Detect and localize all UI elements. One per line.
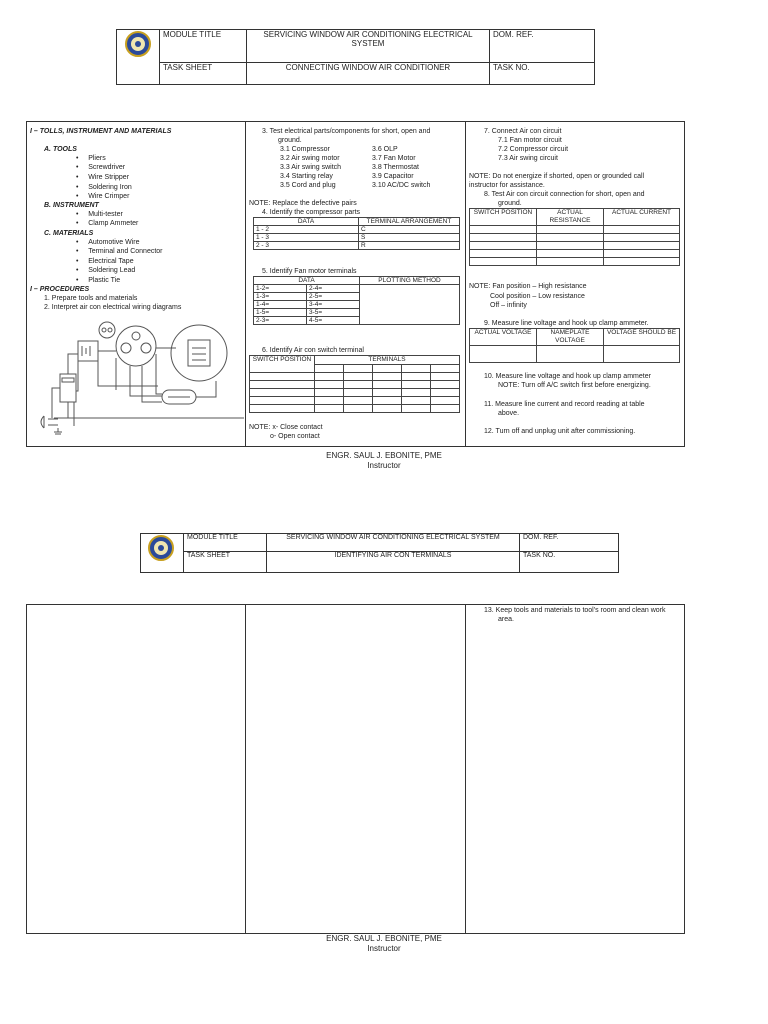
section-procedures-heading: I – PROCEDURES [30,286,90,293]
dom-ref-label: DOM. REF. [490,30,595,63]
table-header: ACTUAL CURRENT [604,209,680,226]
step-6-text: 6. Identify Air con switch terminal [262,347,364,354]
table-cell: 2-3= [254,317,307,325]
logo-cell [117,30,160,85]
signature-block-1 [270,451,498,471]
note-energize-cont: instructor for assistance. [469,182,545,189]
step-5-text: 5. Identify Fan motor terminals [262,268,357,275]
step-10-note: NOTE: Turn off A/C switch first before energizing. [498,382,651,389]
table-cell: 2-5= [307,293,360,301]
materials-label: C. MATERIALS [44,230,94,237]
procedure-item: 2. Interpret air con electrical wiring diagrams [44,304,182,311]
table-cell: 1 - 3 [254,234,359,242]
table-header: DATA [254,218,359,226]
task-sheet-value: IDENTIFYING AIR CON TERMINALS [267,552,520,573]
part-item: 3.10 AC/DC switch [372,182,431,189]
step-11-text-cont: above. [498,410,520,417]
table-cell: 1-3= [254,293,307,301]
table-cell: 1-2= [254,285,307,293]
note-replace: NOTE: Replace the defective pairs [249,200,357,207]
part-item: 3.6 OLP [372,146,398,153]
dom-ref-label: DOM. REF. [520,534,619,552]
task-sheet-value: CONNECTING WINDOW AIR CONDITIONER [247,63,490,85]
table-header: ACTUAL RESISTANCE [537,209,604,226]
table-header: NAMEPLATE VOLTAGE [537,329,604,346]
step-7-text: 7. Connect Air con circuit [484,128,562,135]
step-13-text-cont: area. [498,616,514,623]
step-3-text-cont: ground. [278,137,302,144]
table-header: SWITCH POSITION [250,356,315,373]
module-title-label: MODULE TITLE [184,534,267,552]
header-table-2 [140,533,619,573]
task-no-label: TASK NO. [520,552,619,573]
table-header: PLOTTING METHOD [360,277,460,285]
module-title-value: SERVICING WINDOW AIR CONDITIONING ELECTRICAL SYSTEM [247,30,490,63]
step-11-text: 11. Measure line current and record reading at table [484,401,645,408]
page2-column-3 [465,604,685,934]
logo-cell [141,534,184,573]
tools-label: A. TOOLS [44,146,77,153]
step-9-text: 9. Measure line voltage and hook up clamp ammeter. [484,320,649,327]
step-4-text: 4. Identify the compressor parts [262,209,361,216]
instrument-label: B. INSTRUMENT [44,202,99,209]
table-header: SWITCH POSITION [470,209,537,226]
step-10-text: 10. Measure line voltage and hook up clamp ammeter [484,373,651,380]
material-item: • Soldering Lead [76,267,136,274]
table-cell: 1-5= [254,309,307,317]
module-title-value: SERVICING WINDOW AIR CONDITIONING ELECTRICAL SYSTEM [267,534,520,552]
task-no-label: TASK NO. [490,63,595,85]
note-close-contact: NOTE: x- Close contact [249,424,323,431]
signature-block-2 [270,934,498,954]
table-cell: 2 - 3 [254,242,359,250]
compressor-table [253,217,460,250]
tool-item: • Screwdriver [76,164,126,171]
tool-item: • Soldering Iron [76,184,132,191]
material-item: • Electrical Tape [76,258,134,265]
part-item: 3.8 Thermostat [372,164,419,171]
part-item: 3.4 Starting relay [280,173,333,180]
table-header: TERMINAL ARRANGEMENT [359,218,460,226]
section-tools-heading: I – TOLLS, INSTRUMENT AND MATERIALS [30,128,172,135]
material-item: • Plastic Tie [76,277,121,284]
task-sheet-label: TASK SHEET [184,552,267,573]
table-header: TERMINALS [315,356,460,365]
note-energize: NOTE: Do not energize if shorted, open or grounded call [469,173,645,180]
instrument-item: • Multi-tester [76,211,123,218]
procedure-item: 1. Prepare tools and materials [44,295,138,302]
module-title-label: MODULE TITLE [160,30,247,63]
circuit-item: 7.3 Air swing circuit [498,155,558,162]
table-cell: S [359,234,460,242]
tool-item: • Wire Stripper [76,174,130,181]
resistance-current-table [469,208,680,266]
part-item: 3.9 Capacitor [372,173,414,180]
instructor-role: Instructor [367,461,401,470]
task-sheet-label: TASK SHEET [160,63,247,85]
note-fan-position: NOTE: Fan position – High resistance [469,283,587,290]
step-12-text: 12. Turn off and unplug unit after commissioning. [484,428,636,435]
note-off-position: Off – infinity [490,302,527,309]
step-13-text: 13. Keep tools and materials to tool's room and clean work [484,607,666,614]
tool-item: • Pliers [76,155,106,162]
tool-item: • Wire Crimper [76,193,130,200]
instructor-role: Instructor [367,944,401,953]
note-open-contact: o- Open contact [270,433,320,440]
step-3-text: 3. Test electrical parts/components for short, open and [262,128,431,135]
wiring-diagram-image [34,318,244,438]
fan-motor-table [253,276,460,325]
material-item: • Automotive Wire [76,239,140,246]
table-header: DATA [254,277,360,285]
page2-column-1 [26,604,246,934]
table-cell: 2-4= [307,285,360,293]
table-header: ACTUAL VOLTAGE [470,329,537,346]
table-header: VOLTAGE SHOULD BE [604,329,680,346]
header-table-1 [116,29,595,85]
table-cell: 1 - 2 [254,226,359,234]
part-item: 3.5 Cord and plug [280,182,336,189]
step-8-text: 8. Test Air con circuit connection for short, open and [484,191,645,198]
note-cool-position: Cool position – Low resistance [490,293,585,300]
part-item: 3.1 Compressor [280,146,330,153]
part-item: 3.7 Fan Motor [372,155,416,162]
instructor-name: ENGR. SAUL J. EBONITE, PME [326,934,442,943]
instrument-item: • Clamp Ammeter [76,220,139,227]
table-cell: 1-4= [254,301,307,309]
table-cell: R [359,242,460,250]
table-cell: C [359,226,460,234]
circuit-item: 7.1 Fan motor circuit [498,137,562,144]
circuit-item: 7.2 Compressor circuit [498,146,569,153]
voltage-table [469,328,680,363]
page2-column-2 [245,604,466,934]
step-8-text-cont: ground. [498,200,522,207]
table-cell: 4-5= [307,317,360,325]
table-cell: 3-4= [307,301,360,309]
part-item: 3.2 Air swing motor [280,155,340,162]
table-cell: 3-5= [307,309,360,317]
switch-terminal-table [249,355,460,413]
material-item: • Terminal and Connector [76,248,163,255]
plotting-area [360,285,460,325]
part-item: 3.3 Air swing switch [280,164,342,171]
instructor-name: ENGR. SAUL J. EBONITE, PME [326,451,442,460]
